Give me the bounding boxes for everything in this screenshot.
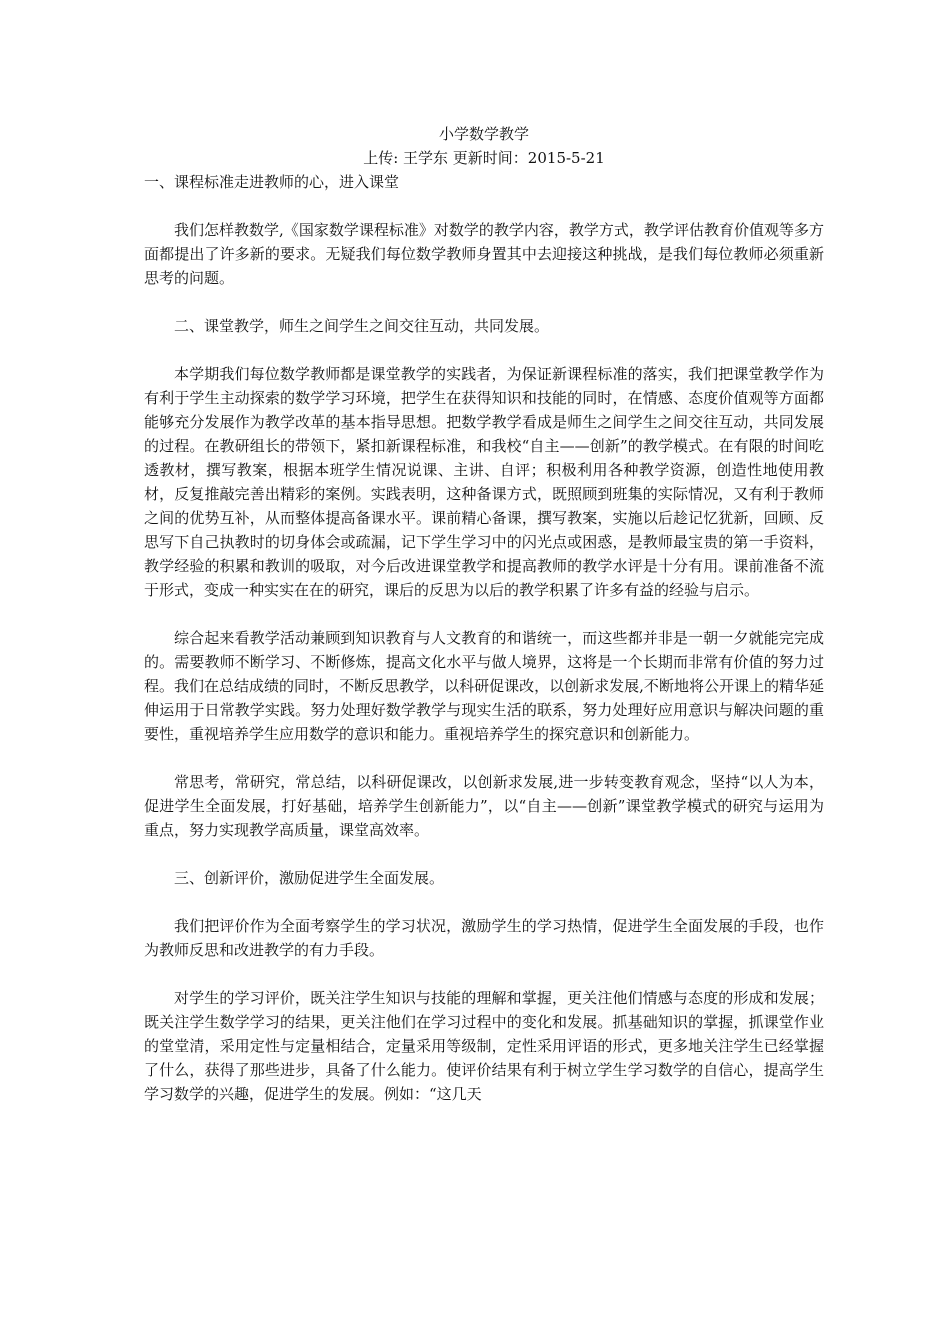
paragraph-spacer — [144, 962, 824, 986]
paragraph-5: 我们把评价作为全面考察学生的学习状况，激励学生的学习热情，促进学生全面发展的手段，也作为教师反思和改进教学的有力手段。 — [144, 917, 824, 959]
paragraph-1: 我们怎样教数学,《国家数学课程标准》对数学的教学内容，教学方式，教学评估教育价值观等多方面都提出了许多新的要求。无疑我们每位数学教师身置其中去迎接这种挑战，是我们每位教师必须重新思考的问题。 — [144, 221, 824, 287]
paragraph-2: 本学期我们每位数学教师都是课堂教学的实践者，为保证新课程标准的落实，我们把课堂教学作为有利于学生主动探索的数学学习环境，把学生在获得知识和技能的同时，在情感、态度价值观等方面都能够充分发展作为教学改革的基本指导思想。把数学教学看成是师生之间学生之间交往互动，共同发展的过程。在教研组长的带领下，紧扣新课程标准，和我校“自主——创新”的教学模式。在有限的时间吃透教材，撰写教案，根据本班学生情况说课、主讲、自评；积极利用各种教学资源，创造性地使用教材，反复推敲完善出精彩的案例。实践表明，这种备课方式，既照顾到班集的实际情况，又有利于教师之间的优势互补，从而整体提高备课水平。课前精心备课，撰写教案，实施以后趁记忆犹新，回顾、反思写下自己执教时的切身体会或疏漏，记下学生学习中的闪光点或困惑，是教师最宝贵的第一手资料，教学经验的积累和教训的吸取，对今后改进课堂教学和提高教师的教学水评是十分有用。课前准备不流于形式，变成一种实实在在的研究，课后的反思为以后的教学积累了许多有益的经验与启示。 — [144, 365, 824, 599]
paragraph-spacer — [144, 602, 824, 626]
paragraph-3: 综合起来看教学活动兼顾到知识教育与人文教育的和谐统一，而这些都并非是一朝一夕就能完完成的。需要教师不断学习、不断修炼，提高文化水平与做人境界，这将是一个长期而非常有价值的努力过程。我们在总结成绩的同时，不断反思教学，以科研促课改，以创新求发展,不断地将公开课上的精华延伸运用于日常教学实践。努力处理好数学教学与现实生活的联系，努力处理好应用意识与解决问题的重要性，重视培养学生应用数学的意识和能力。重视培养学生的探究意识和创新能力。 — [144, 629, 824, 743]
document-title: 小学数学教学 — [438, 125, 529, 143]
paragraph-spacer — [144, 890, 824, 914]
paragraph-spacer — [144, 290, 824, 314]
section-heading-1: 一、课程标准走进教师的心，进入课堂 — [144, 173, 400, 191]
paragraph-spacer — [144, 746, 824, 770]
section-heading-3: 三、创新评价，激励促进学生全面发展。 — [174, 869, 445, 887]
section-heading-2: 二、课堂教学，师生之间学生之间交往互动，共同发展。 — [174, 317, 550, 335]
paragraph-spacer — [144, 194, 824, 218]
document-body — [144, 122, 824, 1106]
paragraph-spacer — [144, 338, 824, 362]
paragraph-spacer — [144, 842, 824, 866]
upload-meta: 上传: 王学东 更新时间：2015-5-21 — [363, 149, 605, 167]
paragraph-6: 对学生的学习评价，既关注学生知识与技能的理解和掌握，更关注他们情感与态度的形成和发展；既关注学生数学学习的结果，更关注他们在学习过程中的变化和发展。抓基础知识的掌握，抓课堂作业的堂堂清，采用定性与定量相结合，定量采用等级制，定性采用评语的形式，更多地关注学生已经掌握了什么，获得了那些进步，具备了什么能力。使评价结果有利于树立学生学习数学的自信心，提高学生学习数学的兴趣，促进学生的发展。例如：“这几天 — [144, 989, 824, 1103]
paragraph-4: 常思考，常研究，常总结，以科研促课改，以创新求发展,进一步转变教育观念，坚持“以人为本，促进学生全面发展，打好基础，培养学生创新能力”，以“自主——创新”课堂教学模式的研究与运用为重点，努力实现教学高质量，课堂高效率。 — [144, 773, 824, 839]
